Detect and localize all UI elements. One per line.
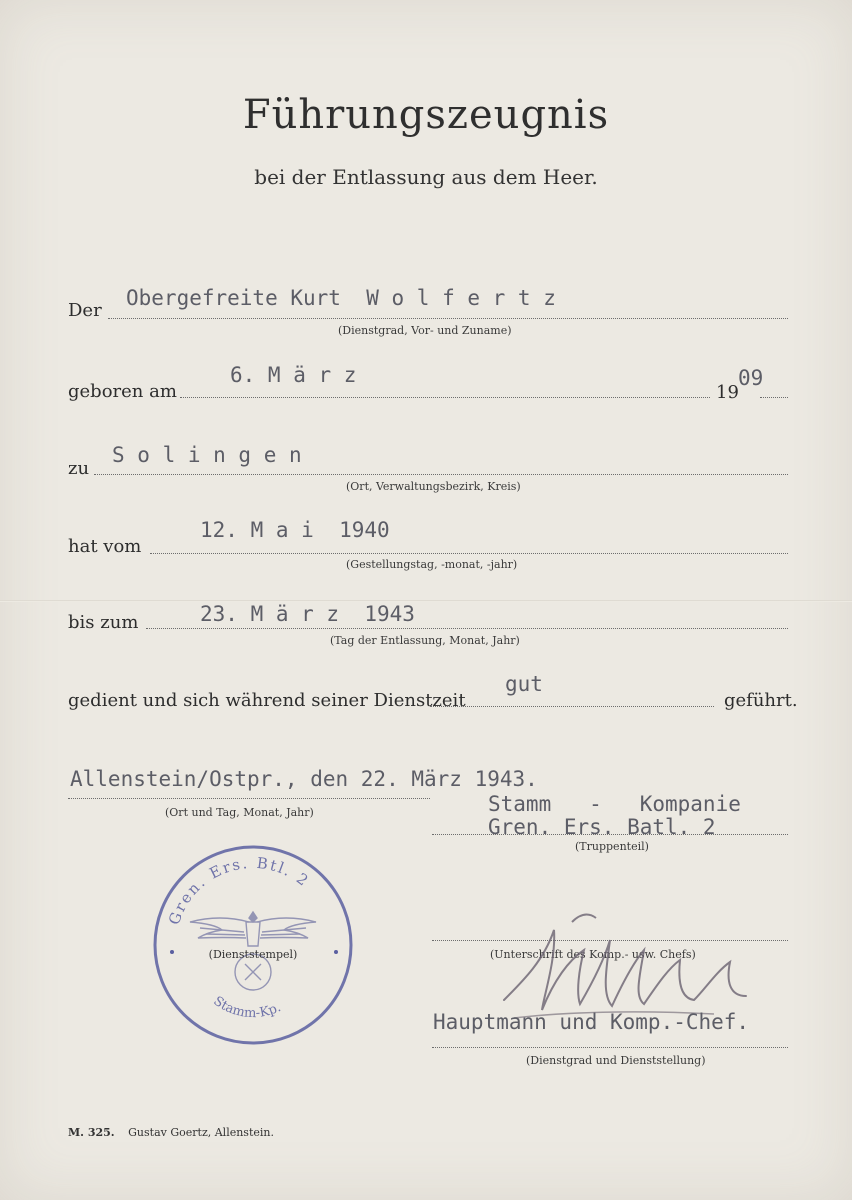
- paper-fold: [0, 600, 852, 602]
- conduct-value: gut: [505, 672, 543, 696]
- stamp-bottom-text: Stamm-Kp.: [210, 993, 284, 1022]
- printer-footer: [68, 1126, 274, 1139]
- born-label: geboren am: [68, 381, 177, 402]
- born-year-line: [760, 397, 788, 398]
- stamp-ring-text: Gren. Ers. Btl. 2: [164, 853, 314, 928]
- place-date-value: Allenstein/Ostpr., den 22. März 1943.: [70, 767, 538, 791]
- place-line: [94, 474, 788, 475]
- name-line: [108, 318, 788, 319]
- rank-value: Hauptmann und Komp.-Chef.: [433, 1010, 750, 1034]
- unit-line1: Stamm - Kompanie: [488, 792, 741, 816]
- rank-caption: (Dienstgrad und Dienststellung): [526, 1054, 706, 1067]
- place-value: S o l i n g e n: [112, 443, 302, 467]
- form-number: M. 325.: [68, 1126, 115, 1139]
- document-title: Führungszeugnis: [242, 92, 610, 138]
- from-caption: (Gestellungstag, -monat, -jahr): [346, 558, 518, 571]
- stamp-center-label: (Dienststempel): [208, 948, 298, 961]
- conduct-label-after: geführt.: [724, 690, 798, 711]
- unit-line2: Gren. Ers. Batl. 2: [488, 815, 716, 839]
- name-value: Obergefreite Kurt W o l f e r t z: [126, 286, 556, 310]
- printer-name: Gustav Goertz, Allenstein.: [128, 1126, 274, 1139]
- place-date-line: [68, 798, 430, 799]
- from-label: hat vom: [68, 536, 142, 557]
- born-year-prefix: 19: [716, 382, 739, 403]
- unit-caption: (Truppenteil): [575, 840, 649, 853]
- place-label: zu: [68, 458, 90, 479]
- rank-line: [432, 1047, 788, 1048]
- conduct-line: [430, 706, 714, 707]
- born-value: 6. M ä r z: [230, 363, 357, 387]
- place-caption: (Ort, Verwaltungsbezirk, Kreis): [346, 480, 521, 493]
- until-label: bis zum: [68, 612, 139, 633]
- unit-line: [432, 834, 788, 835]
- from-value: 12. M a i 1940: [200, 518, 390, 542]
- conduct-label: gedient und sich während seiner Dienstzeit: [68, 690, 466, 711]
- from-line: [150, 553, 788, 554]
- born-line: [180, 397, 710, 398]
- signature-caption: (Unterschrift des Komp.- usw. Chefs): [490, 948, 696, 961]
- official-stamp: [150, 842, 356, 1048]
- name-caption: (Dienstgrad, Vor- und Zuname): [338, 324, 512, 337]
- place-date-caption: (Ort und Tag, Monat, Jahr): [165, 806, 314, 819]
- document-subtitle: bei der Entlassung aus dem Heer.: [254, 165, 598, 189]
- until-line: [146, 628, 788, 629]
- born-year-suffix: 09: [738, 366, 764, 390]
- until-value: 23. M ä r z 1943: [200, 602, 415, 626]
- until-caption: (Tag der Entlassung, Monat, Jahr): [330, 634, 520, 647]
- name-label: Der: [68, 300, 102, 321]
